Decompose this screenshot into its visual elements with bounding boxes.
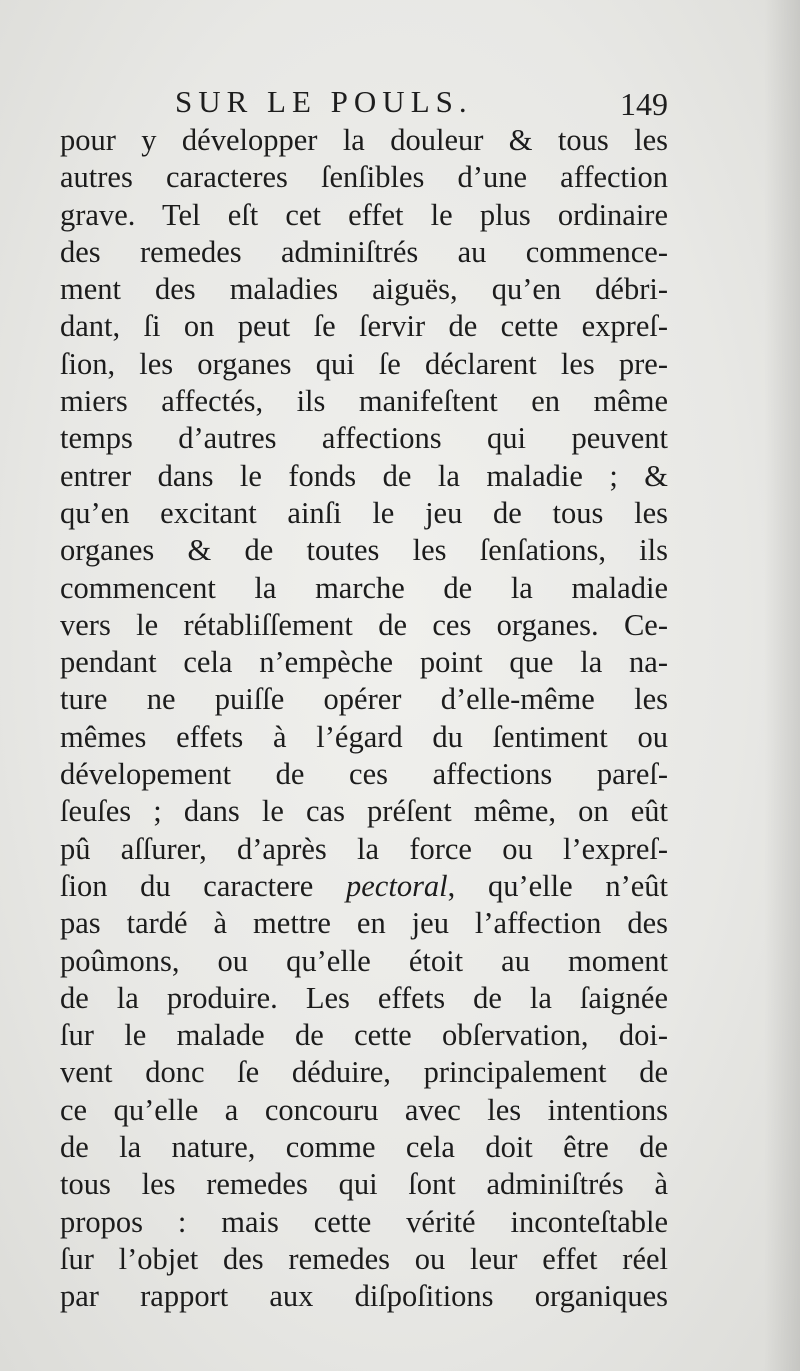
page-edge-shadow <box>764 0 800 1371</box>
text-line: miers affectés, ils manifeſtent en même <box>60 384 668 419</box>
body-text <box>60 122 668 1316</box>
text-segment: , qu’elle n’eût <box>447 868 668 903</box>
text-line: vent donc ſe déduire, principalement de <box>60 1055 668 1090</box>
text-line: ture ne puiſſe opérer d’elle-même les <box>60 682 668 717</box>
text-line: commencent la marche de la maladie <box>60 570 668 605</box>
text-line-with-italic <box>60 868 668 905</box>
text-line: ment des maladies aiguës, qu’en débri- <box>60 272 668 307</box>
text-line: ce qu’elle a concouru avec les intentions <box>60 1092 668 1127</box>
text-line: pendant cela n’empèche point que la na- <box>60 645 668 680</box>
text-line: ſion, les organes qui ſe déclarent les pre- <box>60 346 668 381</box>
text-line: pour y développer la douleur & tous les <box>60 123 668 157</box>
italic-term: pectoral <box>346 868 448 903</box>
text-line: ſur le malade de cette obſervation, doi- <box>60 1018 668 1053</box>
text-line: qu’en excitant ainſi le jeu de tous les <box>60 495 668 530</box>
text-line: ſeuſes ; dans le cas préſent même, on eût <box>60 794 668 829</box>
text-line: temps d’autres affections qui peuvent <box>60 421 668 456</box>
text-line: entrer dans le fonds de la maladie ; & <box>60 458 668 493</box>
text-line: autres caracteres ſenſibles d’une affection <box>60 160 668 195</box>
page-number: 149 <box>620 86 668 122</box>
text-line: dévelopement de ces affections pareſ- <box>60 757 668 792</box>
text-line: dant, ſi on peut ſe ſervir de cette expreſ- <box>60 309 668 344</box>
text-segment: ſion du caractere <box>60 868 314 903</box>
text-line: propos : mais cette vérité inconteſtable <box>60 1204 668 1239</box>
text-line: vers le rétabliſſement de ces organes. Ce- <box>60 607 668 642</box>
text-line: grave. Tel eſt cet effet le plus ordinaire <box>60 197 668 232</box>
text-line: tous les remedes qui ſont adminiſtrés à <box>60 1167 668 1202</box>
text-line: des remedes adminiſtrés au commence- <box>60 234 668 269</box>
text-line: mêmes effets à l’égard du ſentiment ou <box>60 719 668 754</box>
text-line: organes & de toutes les ſenſations, ils <box>60 533 668 568</box>
text-line: pas tardé à mettre en jeu l’affection des <box>60 906 668 941</box>
text-line: pû aſſurer, d’après la force ou l’expreſ- <box>60 831 668 866</box>
text-line: ſur l’objet des remedes ou leur effet réel <box>60 1241 668 1276</box>
running-title: SUR LE POULS. <box>175 84 473 119</box>
text-line: de la nature, comme cela doit être de <box>60 1130 668 1165</box>
text-line: de la produire. Les effets de la ſaignée <box>60 980 668 1015</box>
text-line: par rapport aux diſpoſitions organiques <box>60 1279 668 1314</box>
text-line: poûmons, ou qu’elle étoit au moment <box>60 943 668 978</box>
